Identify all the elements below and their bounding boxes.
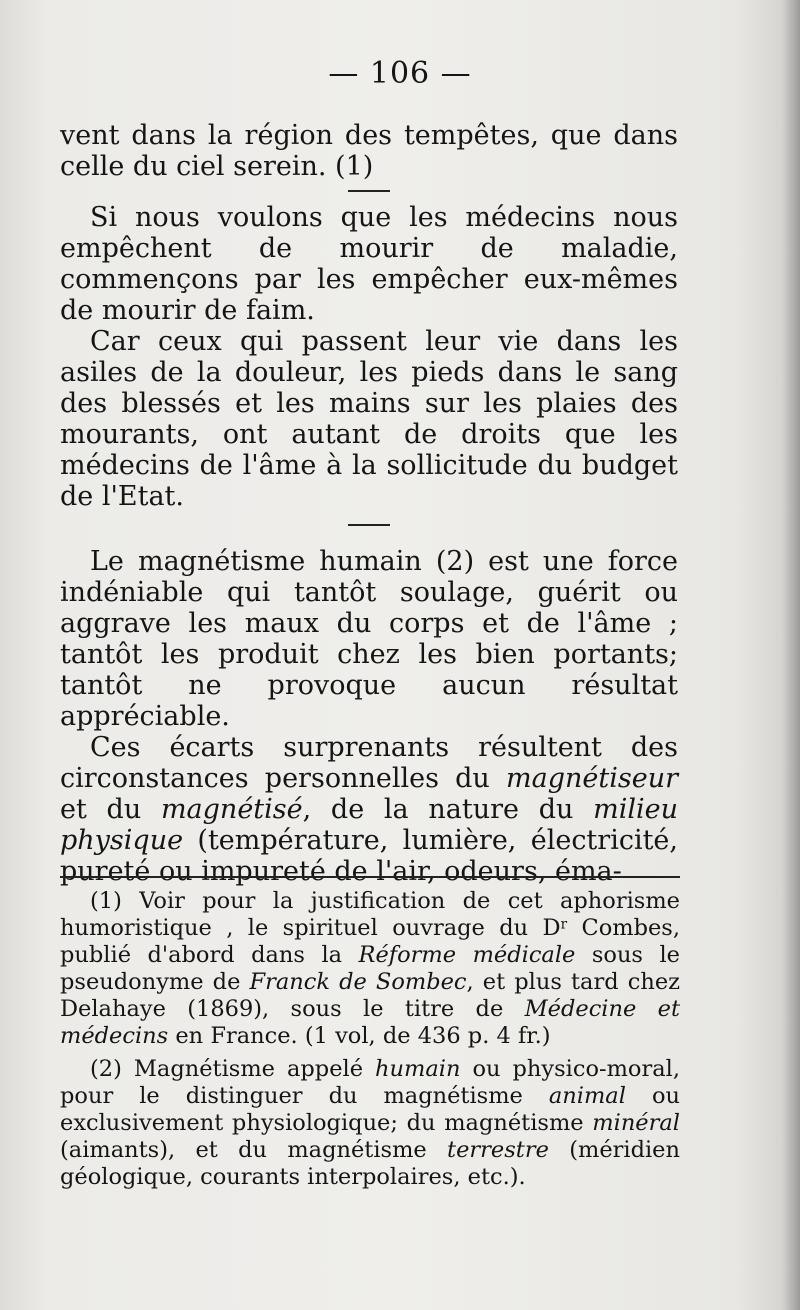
- page-edge-shadow: [782, 0, 800, 1310]
- page-number: — 106 —: [328, 56, 472, 91]
- paragraph-2: Si nous voulons que les médecins nous empêchent de mourir de maladie, commençons par les empêcher eux-mêmes de mourir de faim.: [60, 202, 678, 326]
- paragraph-1: vent dans la région des tempêtes, que dans celle du ciel serein. (1): [60, 120, 678, 182]
- footnote-2: (2) Magnétisme appelé humain ou physico-moral, pour le distinguer du magnétisme animal ou exclusivement physiologique; du magnétisme minéral (aimants), et du magnétisme terrestre (méridien géologique, courants interpolaires, etc.).: [60, 1056, 680, 1190]
- paragraph-4: Le magnétisme humain (2) est une force indéniable qui tantôt soulage, guérit ou aggrave les maux du corps et de l'âme ; tantôt les produit chez les bien portants; tantôt ne provoque aucun résultat appréciable.: [60, 546, 678, 732]
- paragraph-5: Ces écarts surprenants résultent des circonstances personnelles du magnétiseur et du magnétisé, de la nature du milieu physique (température, lumière, électricité, pureté ou impureté de l'air, odeurs, éma-: [60, 732, 678, 887]
- section-separator: [348, 524, 390, 526]
- footnote-1: (1) Voir pour la justification de cet aphorisme humoristique , le spirituel ouvrage du $D^r$ Combes, publié d'abord dans la Réforme médicale sous le pseudonyme de Franck de Sombec, et plus tard chez Delahaye (1869), sous le titre de Médecine et médecins en France. (1 vol, de 436 p. 4 fr.): [60, 888, 680, 1049]
- footnote-rule: [60, 876, 680, 878]
- main-text: [60, 120, 678, 887]
- paragraph-3: Car ceux qui passent leur vie dans les asiles de la douleur, les pieds dans le sang des blessés et les mains sur les plaies des mourants, ont autant de droits que les médecins de l'âme à la sollicitude du budget de l'Etat.: [60, 326, 678, 512]
- footnotes: [60, 888, 680, 1197]
- section-separator: [348, 190, 390, 192]
